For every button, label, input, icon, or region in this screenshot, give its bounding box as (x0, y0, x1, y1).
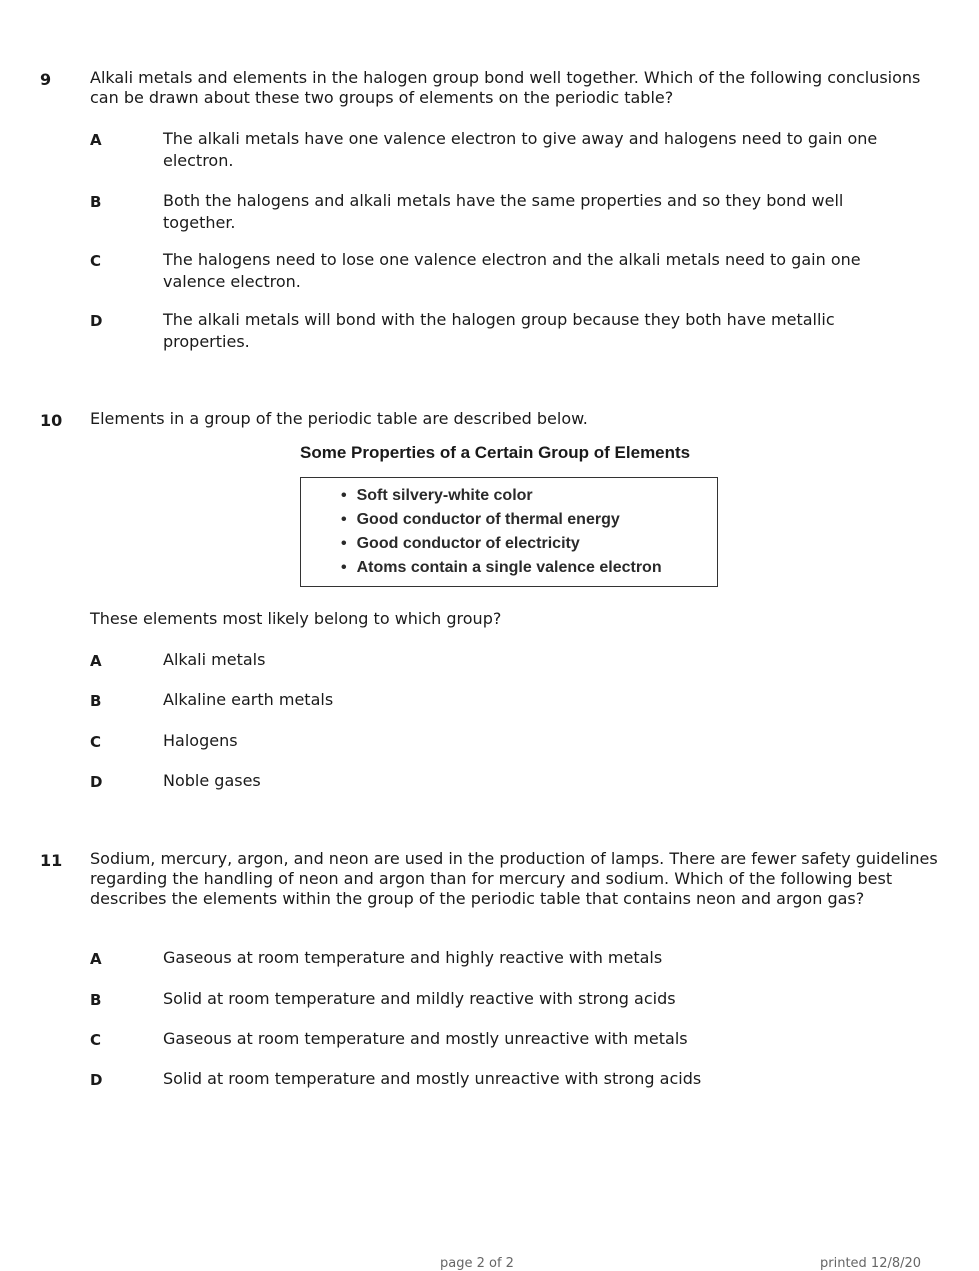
option-letter: A (90, 652, 102, 670)
question-text: Sodium, mercury, argon, and neon are used in the production of lamps. There are fewer safety guidelines regarding the handling of neon and argon than for mercury and sodium. Which of the following best describes the elements within the group of the periodic table that contains neon and argon gas? (90, 849, 938, 908)
option-letter: B (90, 193, 102, 211)
footer-page-number: page 2 of 2 (440, 1256, 514, 1271)
question-number: 10 (40, 411, 63, 430)
option-text: Noble gases (163, 771, 261, 790)
option-letter: B (90, 991, 102, 1009)
option-text: Gaseous at room temperature and highly reactive with metals (163, 948, 663, 967)
option-text: Solid at room temperature and mildly reactive with strong acids (163, 989, 676, 1008)
property-item: • Atoms contain a single valence electron (341, 556, 662, 580)
properties-box (300, 477, 718, 587)
option-text: The halogens need to lose one valence electron and the alkali metals need to gain one valence electron. (163, 250, 861, 291)
option-text: Gaseous at room temperature and mostly unreactive with metals (163, 1029, 688, 1048)
option-text: Alkali metals (163, 650, 266, 669)
properties-box-title: Some Properties of a Certain Group of Elements (300, 443, 691, 462)
option-letter: D (90, 1071, 103, 1089)
option-letter: D (90, 773, 103, 791)
option-text: The alkali metals have one valence electron to give away and halogens need to gain one electron. (163, 129, 878, 170)
option-text: Solid at room temperature and mostly unreactive with strong acids (163, 1069, 702, 1088)
option-letter: B (90, 692, 102, 710)
property-item: • Soft silvery-white color (341, 484, 662, 508)
option-letter: A (90, 950, 102, 968)
option-letter: D (90, 312, 103, 330)
question-text: Elements in a group of the periodic table are described below. (90, 409, 588, 428)
question-text: Alkali metals and elements in the halogen group bond well together. Which of the following conclusions can be drawn about these two groups of elements on the periodic table? (90, 68, 921, 107)
option-text: The alkali metals will bond with the halogen group because they both have metallic properties. (163, 310, 835, 351)
option-text: Halogens (163, 731, 238, 750)
option-letter: C (90, 733, 102, 751)
option-letter: C (90, 252, 102, 270)
property-item: • Good conductor of thermal energy (341, 508, 662, 532)
option-letter: C (90, 1031, 102, 1049)
footer-printed-date: printed 12/8/20 (820, 1256, 922, 1271)
option-text: Both the halogens and alkali metals have the same properties and so they bond well together. (163, 191, 844, 232)
properties-list (341, 484, 662, 580)
option-text: Alkaline earth metals (163, 690, 334, 709)
question-number: 9 (40, 70, 52, 89)
property-item: • Good conductor of electricity (341, 532, 662, 556)
question-prompt: These elements most likely belong to which group? (90, 609, 502, 628)
option-letter: A (90, 131, 102, 149)
question-number: 11 (40, 851, 63, 870)
